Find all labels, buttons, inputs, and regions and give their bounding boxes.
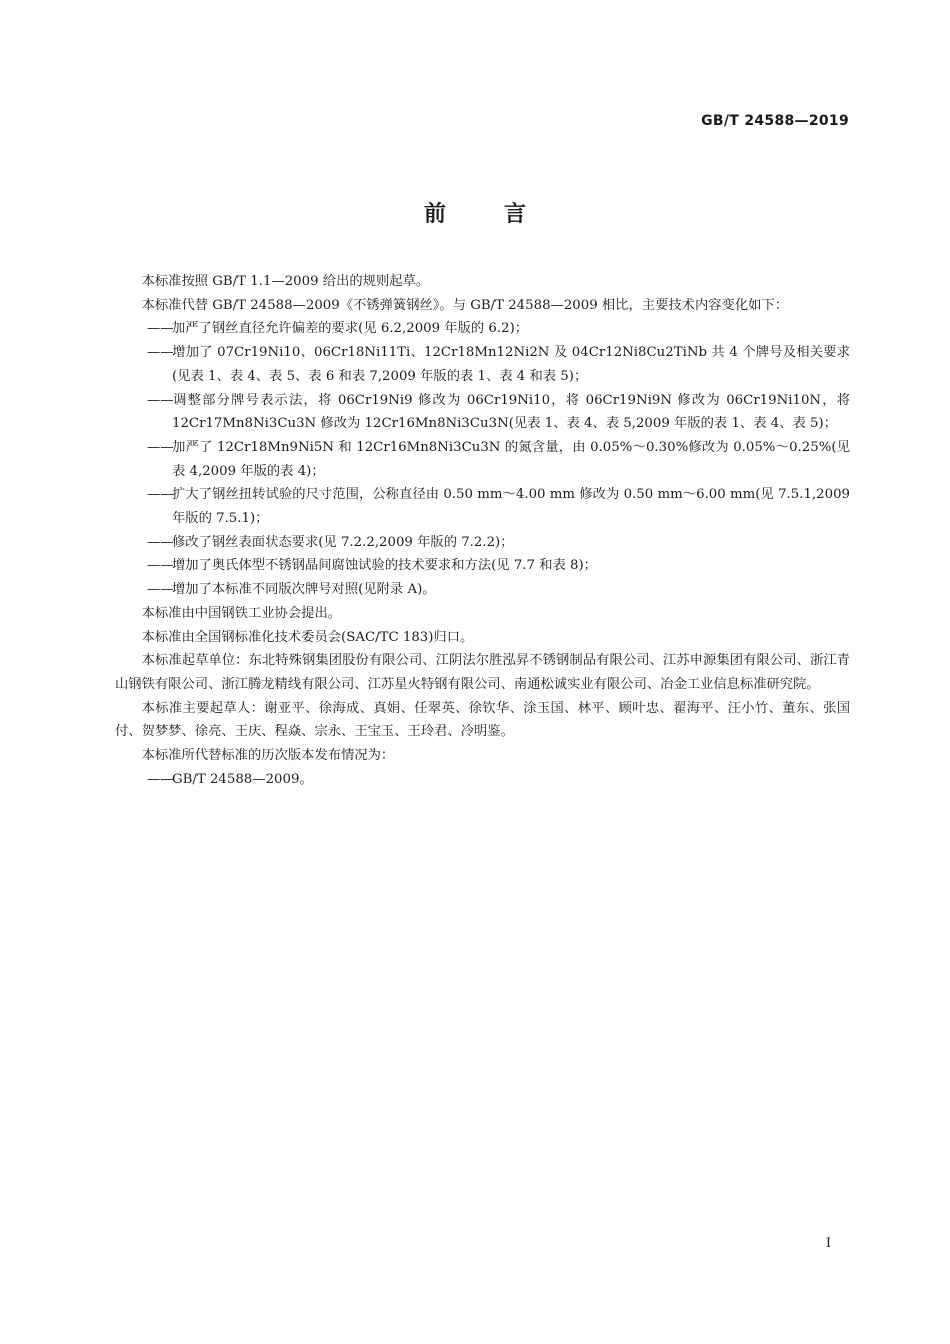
dash-marker: ——	[147, 345, 174, 361]
change-item	[115, 436, 850, 483]
change-item-text: 增加了 07Cr19Ni10、06Cr18Ni11Ti、12Cr18Mn12Ni2N 及 04Cr12Ni8Cu2TiNb 共 4 个牌号及相关要求(见表 1、表 4、表 5、表 6 和表 7,2009 年版的表 1、表 4 和表 5)；	[172, 345, 850, 384]
closing-paragraph: 本标准由全国钢标准化技术委员会(SAC/TC 183)归口。	[141, 629, 474, 645]
standard-number: GB/T 24588—2019	[701, 113, 849, 129]
change-item	[115, 483, 850, 530]
closing-paragraph: 本标准由中国钢铁工业协会提出。	[141, 605, 342, 621]
dash-marker: ——	[147, 439, 174, 455]
dash-marker: ——	[147, 558, 174, 574]
change-list	[115, 317, 850, 601]
change-item	[115, 389, 850, 436]
change-item-text: 加严了钢丝直径允许偏差的要求(见 6.2,2009 年版的 6.2)；	[172, 321, 529, 337]
intro-paragraph: 本标准按照 GB/T 1.1—2009 给出的规则起草。	[141, 274, 430, 289]
dash-marker: ——	[147, 321, 174, 337]
dash-marker: ——	[147, 582, 174, 598]
page-number: I	[825, 1236, 831, 1251]
drafting-units-paragraph: 本标准起草单位：东北特殊钢集团股份有限公司、江阴法尔胜泓昇不锈钢制品有限公司、江苏申源集团有限公司、浙江青山钢铁有限公司、浙江腾龙精线有限公司、江苏星火特钢有限公司、南通松诚实业有限公司、冶金工业信息标准研究院。	[115, 653, 850, 692]
intro-paragraph: 本标准代替 GB/T 24588—2009《不锈弹簧钢丝》。与 GB/T 24588—2009 相比，主要技术内容变化如下：	[141, 297, 789, 313]
dash-marker: ——	[147, 392, 174, 408]
change-item	[115, 578, 850, 602]
previous-version-text: GB/T 24588—2009。	[172, 771, 313, 787]
dash-marker: ——	[147, 534, 174, 550]
change-item	[115, 531, 850, 555]
change-item-text: 增加了本标准不同版次牌号对照(见附录 A)。	[172, 582, 436, 598]
change-item-text: 加严了 12Cr18Mn9Ni5N 和 12Cr16Mn8Ni3Cu3N 的氮含量，由 0.05%～0.30%修改为 0.05%～0.25%(见表 4,2009 年版的表 4)；	[172, 439, 850, 479]
version-history-paragraph: 本标准所代替标准的历次版本发布情况为：	[141, 748, 395, 764]
dash-marker: ——	[147, 771, 174, 787]
previous-version-item	[115, 768, 850, 792]
change-item	[115, 317, 850, 341]
change-item-text: 调整部分牌号表示法，将 06Cr19Ni9 修改为 06Cr19Ni10，将 06Cr19Ni9N 修改为 06Cr19Ni10N，将 12Cr17Mn8Ni3Cu3N 修改为 12Cr16Mn8Ni3Cu3N(见表 1、表 4、表 5,2009 年版的表 1、表 4、表 5)；	[172, 392, 850, 432]
change-item	[115, 554, 850, 578]
change-item-text: 增加了奥氏体型不锈钢晶间腐蚀试验的技术要求和方法(见 7.7 和表 8)；	[172, 558, 597, 574]
change-item-text: 修改了钢丝表面状态要求(见 7.2.2,2009 年版的 7.2.2)；	[172, 534, 514, 550]
change-item	[115, 341, 850, 388]
dash-marker: ——	[147, 487, 174, 503]
change-item-text: 扩大了钢丝扭转试验的尺寸范围，公称直径由 0.50 mm～4.00 mm 修改为 0.50 mm～6.00 mm(见 7.5.1,2009 年版的 7.5.1)；	[172, 487, 850, 527]
foreword-body	[115, 270, 850, 791]
drafters-paragraph: 本标准主要起草人：谢亚平、徐海成、真娟、任翠英、徐钦华、涂玉国、林平、顾叶忠、翟海平、汪小竹、董东、张国付、贺梦梦、徐亮、王庆、程焱、宗永、王宝玉、王玲君、冷明鉴。	[115, 700, 850, 740]
page-title: 前言	[423, 202, 584, 227]
